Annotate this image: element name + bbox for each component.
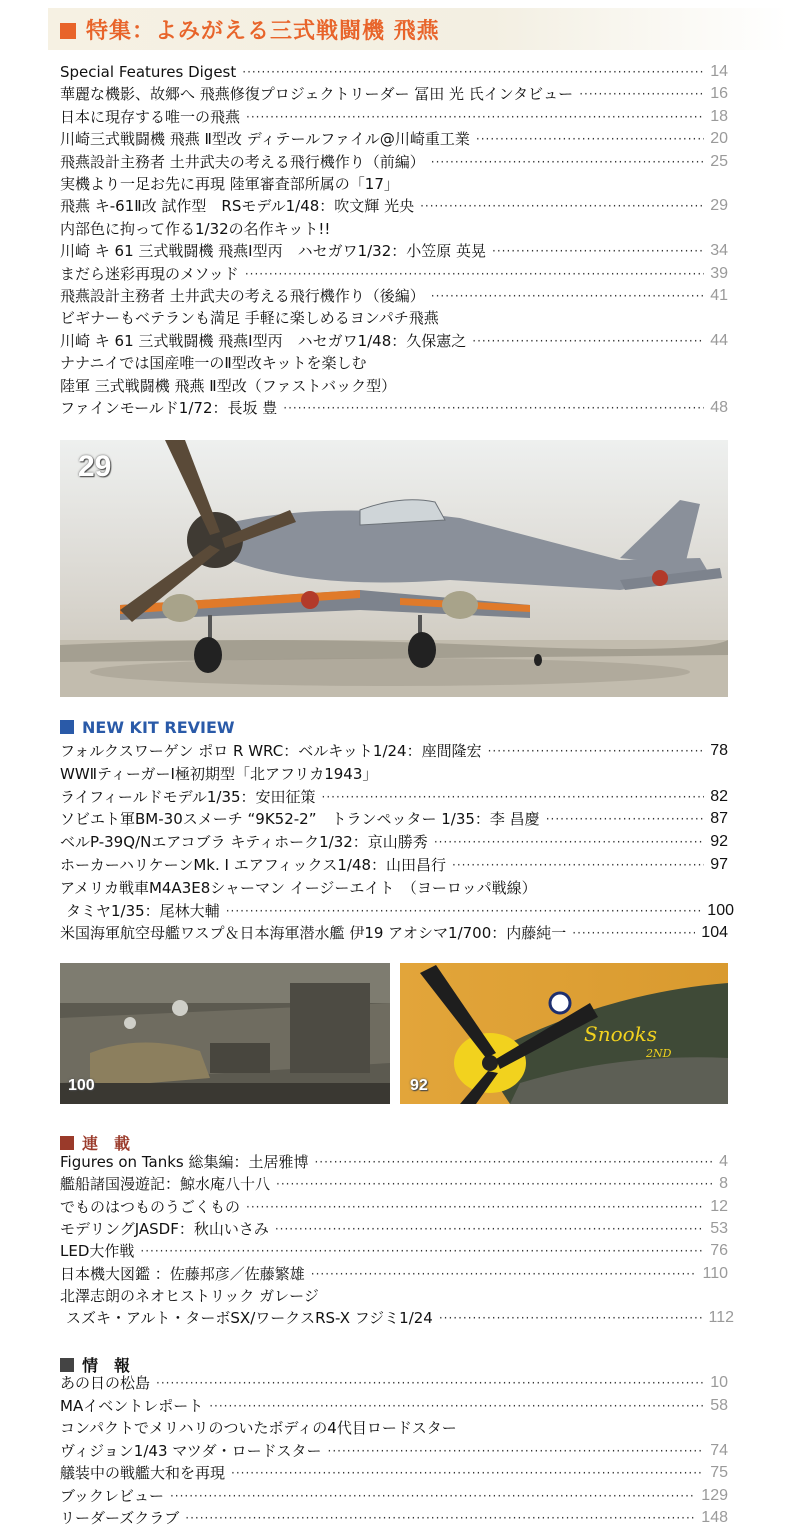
leader-dots (314, 1151, 713, 1173)
toc-entry-title: ベルP-39Q/Nエアコブラ キティホーク1/32：京山勝秀 (60, 833, 428, 852)
toc-entry (60, 195, 728, 217)
toc-entry-page: 4 (719, 1153, 728, 1170)
toc-entry (60, 808, 728, 830)
leader-dots (452, 854, 704, 876)
toc-entry-title: フォルクスワーゲン ポロ R WRC：ベルキット1/24：座間隆宏 (60, 742, 482, 760)
section-marker-icon (60, 1358, 74, 1372)
toc-entry-title: ブックレビュー (60, 1486, 164, 1505)
toc-entry-title: ファインモールド1/72：長坂 豊 (60, 399, 278, 417)
toc-entry (60, 1485, 728, 1507)
toc-entry-title: ヴィジョン1/43 マツダ・ロードスター (60, 1441, 322, 1460)
toc-entry (60, 240, 728, 262)
leader-dots (572, 922, 695, 944)
toc-entry-page: 14 (710, 63, 728, 80)
toc-entry-title: 内部色に拘って作る1/32の名作キット!! (60, 219, 331, 238)
toc-entry (60, 877, 728, 899)
toc-entry (60, 173, 728, 195)
toc-entry (60, 900, 734, 922)
toc-entry-title: 実機より一足お先に再現 陸軍審査部所属の「17」 (60, 175, 399, 193)
toc-entry-page: 82 (710, 787, 728, 805)
leader-dots (246, 1196, 704, 1218)
leader-dots (283, 397, 704, 419)
toc-entry-title: コンパクトでメリハリのついたボディの4代目ロードスター (60, 1419, 457, 1437)
leader-dots (246, 106, 704, 128)
toc-entry (60, 83, 728, 105)
leader-dots (170, 1485, 695, 1507)
hien-model-illustration (60, 440, 728, 697)
photo-page-label: 29 (78, 450, 112, 483)
leader-dots (488, 740, 705, 762)
toc-entry (60, 1462, 728, 1484)
toc-entry (60, 1307, 734, 1329)
toc-entry-page: 100 (707, 901, 734, 919)
toc-entry-title: 飛燕設計主務者 土井武夫の考える飛行機作り（前編） (60, 152, 425, 171)
toc-entry-page: 110 (702, 1264, 728, 1282)
photo-page-label: 100 (68, 1077, 95, 1094)
toc-entry-page: 97 (710, 856, 728, 873)
toc-entry-page: 8 (719, 1175, 728, 1193)
toc-entry-page: 78 (710, 742, 728, 759)
feature-heading (60, 14, 440, 45)
toc-entry (60, 285, 728, 307)
toc-entry-title: ホーカーハリケーンMk. Ⅰ エアフィックス1/48：山田昌行 (60, 856, 447, 874)
leader-dots (242, 61, 704, 83)
toc-entry (60, 1173, 728, 1195)
leader-dots (476, 128, 704, 150)
toc-entry-page: 34 (710, 242, 728, 260)
leader-dots (492, 240, 704, 262)
toc-entry (60, 922, 728, 944)
toc-entry (60, 786, 728, 808)
leader-dots (209, 1395, 704, 1417)
toc-entry-title: WWⅡティーガーⅠ極初期型「北アフリカ1943」 (60, 764, 378, 783)
toc-entry-title: 北澤志朗のネオヒストリック ガレージ (60, 1286, 319, 1305)
toc-entry (60, 1218, 728, 1240)
sherman-model-illustration (60, 963, 390, 1104)
leader-dots (431, 151, 704, 173)
toc-entry-title: ナナニイでは国産唯一のⅡ型改キットを楽しむ (60, 354, 367, 373)
toc-entry-title: 川崎 キ 61 三式戦闘機 飛燕Ⅰ型丙 ハセガワ1/32：小笠原 英晃 (60, 242, 487, 261)
leader-dots (472, 330, 704, 352)
toc-entry-title: モデリングJASDF：秋山いさみ (60, 1219, 269, 1238)
toc-entry-page: 104 (701, 924, 728, 942)
toc-entry (60, 61, 728, 83)
leader-dots (311, 1263, 697, 1285)
toc-entry-title: あの日の松島 (60, 1374, 151, 1392)
toc-entry-page: 48 (710, 399, 728, 416)
toc-entry (60, 263, 728, 285)
nose-art-subtext: 2ND (646, 1047, 672, 1060)
leader-dots (420, 195, 704, 217)
toc-entry (60, 1395, 728, 1417)
toc-entry-title: 艦船諸国漫遊記：鯨水庵八十八 (60, 1175, 271, 1194)
toc-entry (60, 1196, 728, 1218)
toc-entry (60, 740, 728, 762)
toc-entry-page: 18 (710, 107, 728, 125)
toc-entry-page: 25 (710, 152, 728, 170)
leader-dots (434, 831, 704, 853)
toc-entry (60, 375, 728, 397)
toc-entry-title: リーダーズクラブ (60, 1509, 180, 1527)
toc-entry-title: 米国海軍航空母艦ワスプ＆日本海軍潜水艦 伊19 アオシマ1/700：内藤純一 (60, 924, 567, 943)
toc-entry-title: ライフィールドモデル1/35：安田征策 (60, 787, 316, 806)
new-kit-heading (60, 718, 235, 737)
toc-entry-page: 58 (710, 1396, 728, 1414)
toc-entry-page: 87 (710, 810, 728, 828)
toc-entry (60, 763, 728, 785)
leader-dots (579, 83, 704, 105)
new-kit-heading-text: NEW KIT REVIEW (82, 718, 235, 737)
toc-entry-page: 29 (710, 197, 728, 215)
toc-entry-title: Figures on Tanks 総集編：土居雅博 (60, 1153, 309, 1171)
toc-entry-title: 川崎 キ 61 三式戦闘機 飛燕Ⅰ型丙 ハセガワ1/48：久保憲之 (60, 331, 467, 350)
leader-dots (156, 1372, 704, 1394)
leader-dots (226, 900, 702, 922)
toc-entry (60, 106, 728, 128)
toc-entry (60, 854, 728, 876)
toc-entry-page: 39 (710, 264, 728, 282)
hien-model-photo (60, 440, 728, 697)
toc-entry-title: ソビエト軍BM-30スメーチ “9K52-2” トランペッター 1/35：李 昌慶 (60, 810, 540, 829)
toc-entry-title: 艤装中の戦艦大和を再現 (60, 1464, 226, 1482)
leader-dots (185, 1507, 695, 1529)
toc-entry-page: 75 (710, 1464, 728, 1481)
nose-art-text: Snooks (584, 1022, 658, 1046)
toc-entry-title: タミヤ1/35：尾林大輔 (66, 901, 220, 920)
toc-entry (60, 1507, 728, 1529)
toc-entry (60, 397, 728, 419)
toc-entry-page: 53 (710, 1219, 728, 1237)
toc-entry-page: 74 (710, 1441, 728, 1459)
toc-entry-title: 飛燕設計主務者 土井武夫の考える飛行機作り（後編） (60, 287, 425, 305)
sherman-model-photo (60, 963, 390, 1104)
leader-dots (276, 1173, 713, 1195)
toc-entry (60, 307, 728, 329)
toc-entry-title: MAイベントレポート (60, 1396, 204, 1415)
toc-entry (60, 1151, 728, 1173)
toc-entry (60, 151, 728, 173)
toc-entry-title: Special Features Digest (60, 63, 237, 81)
section-marker-icon (60, 720, 74, 734)
leader-dots (439, 1307, 703, 1329)
toc-entry-page: 44 (710, 331, 728, 349)
p39-model-illustration (400, 963, 728, 1104)
toc-entry-title: でものはつものうごくもの (60, 1197, 241, 1216)
toc-entry-page: 112 (708, 1309, 734, 1327)
toc-entry-page: 148 (701, 1509, 728, 1526)
toc-entry-title: アメリカ戦車M4A3E8シャーマン イージーエイト （ヨーロッパ戦線） (60, 878, 537, 897)
toc-entry-page: 76 (710, 1242, 728, 1260)
leader-dots (546, 808, 705, 830)
toc-entry-page: 16 (710, 85, 728, 103)
toc-entry-page: 20 (710, 130, 728, 148)
toc-entry-title: 日本機大図鑑 ：佐藤邦彦／佐藤繁雄 (60, 1264, 305, 1283)
toc-entry (60, 831, 728, 853)
toc-entry (60, 1285, 728, 1307)
leader-dots (231, 1462, 704, 1484)
leader-dots (245, 263, 704, 285)
leader-dots (275, 1218, 704, 1240)
toc-entry (60, 218, 728, 240)
toc-entry (60, 330, 728, 352)
toc-entry-title: 華麗な機影、故郷へ 飛燕修復プロジェクトリーダー 冨田 光 氏インタビュー (60, 85, 574, 104)
toc-entry (60, 128, 728, 150)
toc-entry-page: 12 (710, 1197, 728, 1215)
feature-heading-text: 特集：よみがえる三式戦闘機 飛燕 (86, 19, 440, 44)
toc-entry (60, 1417, 728, 1439)
toc-entry-title: 川崎三式戦闘機 飛燕 Ⅱ型改 ディテールファイル@川崎重工業 (60, 130, 470, 149)
toc-entry-page: 92 (710, 833, 728, 851)
toc-entry (60, 1240, 728, 1262)
toc-entry (60, 1372, 728, 1394)
toc-entry-title: ビギナーもベテランも満足 手軽に楽しめるヨンパチ飛燕 (60, 309, 439, 328)
section-marker-icon (60, 23, 76, 39)
toc-entry-title: スズキ・アルト・ターボSX/ワークスRS-X フジミ1/24 (66, 1309, 433, 1328)
p39-model-photo (400, 963, 728, 1104)
leader-dots (322, 786, 705, 808)
toc-entry-page: 10 (710, 1374, 728, 1391)
toc-entry (60, 1263, 728, 1285)
toc-entry-page: 129 (701, 1486, 728, 1504)
serial-heading-text: 連 載 (82, 1134, 131, 1153)
photo-page-label: 92 (410, 1077, 428, 1094)
toc-entry-title: 日本に現存する唯一の飛燕 (60, 107, 241, 126)
leader-dots (140, 1240, 704, 1262)
toc-entry (60, 1440, 728, 1462)
leader-dots (431, 285, 704, 307)
toc-entry-title: LED大作戦 (60, 1242, 135, 1261)
toc-entry-title: 飛燕 キ-61Ⅱ改 試作型 RSモデル1/48：吹文輝 光央 (60, 197, 415, 216)
toc-entry-title: まだら迷彩再現のメソッド (60, 264, 239, 283)
toc-entry-title: 陸軍 三式戦闘機 飛燕 Ⅱ型改（ファストバック型） (60, 376, 397, 395)
info-heading-text: 情 報 (82, 1356, 131, 1375)
toc-entry (60, 352, 728, 374)
section-marker-icon (60, 1136, 74, 1150)
leader-dots (328, 1440, 705, 1462)
toc-entry-page: 41 (710, 287, 728, 304)
